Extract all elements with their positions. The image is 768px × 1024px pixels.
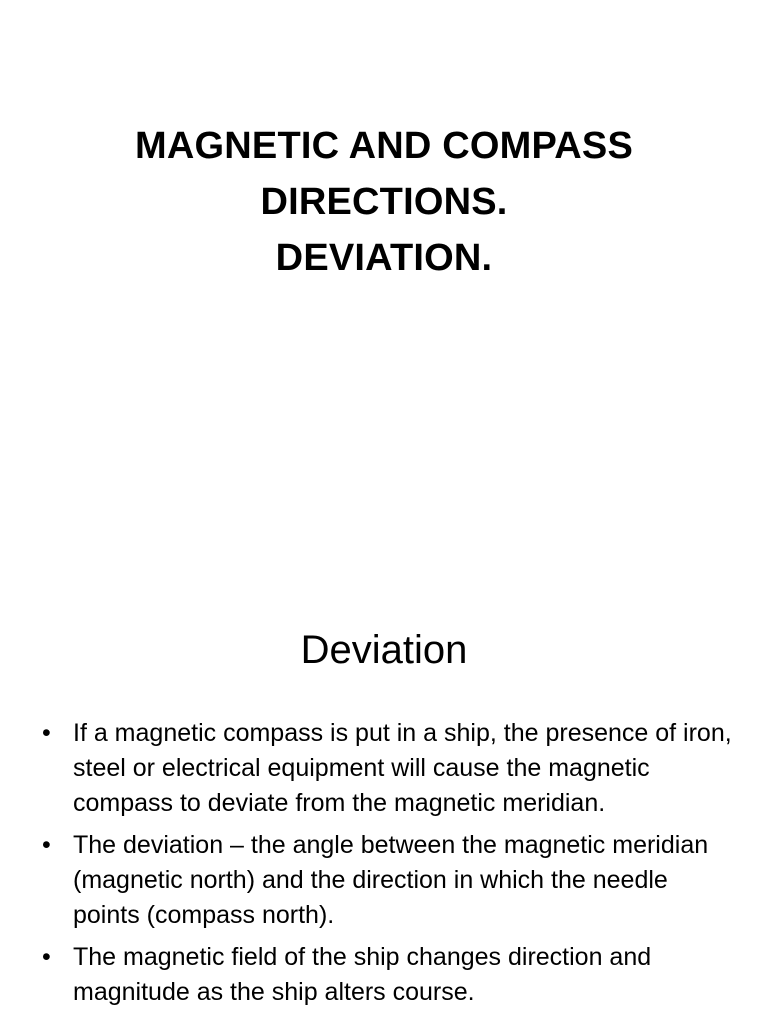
list-item — [42, 828, 732, 933]
slide-heading: Deviation — [300, 628, 468, 672]
bullet-icon: • — [42, 943, 51, 971]
bullet-icon: • — [42, 719, 51, 747]
slide-title — [60, 118, 708, 286]
list-item — [42, 940, 732, 1010]
bullet-icon: • — [42, 831, 51, 859]
title-line-3: DEVIATION. — [275, 237, 493, 279]
title-line-2: DIRECTIONS. — [260, 181, 508, 223]
bullet-text: The deviation – the angle between the magnetic meridian (magnetic north) and the direction in which the needle points (compass north). — [73, 831, 709, 929]
bullet-text: If a magnetic compass is put in a ship, the presence of iron, steel or electrical equipment will cause the magnetic compass to deviate from the magnetic meridian. — [73, 719, 732, 817]
bullet-text: The magnetic field of the ship changes direction and magnitude as the ship alters course. — [73, 943, 652, 1006]
content-slide — [0, 576, 768, 1024]
list-item — [42, 716, 732, 821]
bullet-list — [42, 716, 732, 1017]
title-line-1: MAGNETIC AND COMPASS — [135, 125, 633, 167]
